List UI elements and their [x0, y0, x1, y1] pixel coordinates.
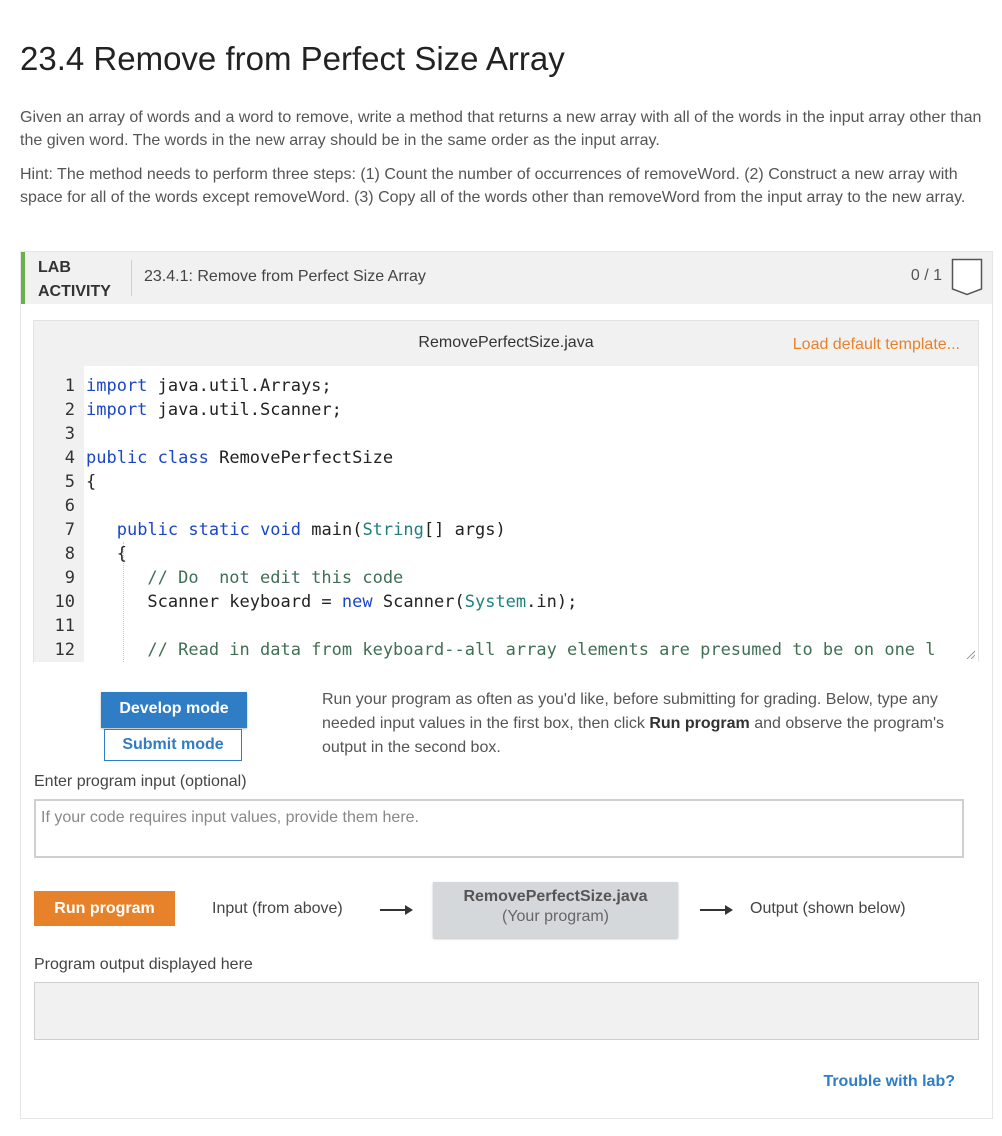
run-instructions: Run your program as often as you'd like, before submitting for grading. Below, type any needed input values in the first box, then click Run program and observe the program's output in the second box. — [322, 691, 945, 756]
program-input-field[interactable] — [34, 799, 964, 858]
lab-activity-name: 23.4.1: Remove from Perfect Size Array — [144, 268, 426, 285]
editor-code-area[interactable] — [34, 366, 978, 662]
line-number: 11 — [54, 616, 75, 636]
line-number: 2 — [64, 400, 75, 420]
program-output-label: Program output displayed here — [34, 956, 253, 973]
code-line[interactable] — [34, 614, 936, 638]
lab-description: Given an array of words and a word to remove, write a method that returns a new array with all of the words in the input array other than the given word. The words in the new array should be in the same order as the input array. — [20, 109, 982, 149]
editor-toolbar — [34, 321, 978, 366]
line-number: 12 — [54, 640, 75, 660]
load-default-template-link[interactable]: Load default template... — [792, 336, 960, 353]
flow-output-label: Output (shown below) — [750, 900, 906, 917]
code-line[interactable]: 8 { — [34, 542, 936, 566]
lab-header — [21, 252, 992, 304]
code-line[interactable]: 9 // Do not edit this code — [34, 566, 936, 590]
code-editor[interactable] — [33, 320, 979, 662]
program-output-box — [34, 982, 979, 1040]
line-number: 6 — [64, 496, 75, 516]
header-divider — [131, 260, 132, 296]
line-number: 10 — [54, 592, 75, 612]
score-text: 0 / 1 — [910, 267, 942, 284]
code-line[interactable] — [34, 494, 936, 518]
line-number: 8 — [64, 544, 75, 564]
code-line[interactable]: 7 public static void main(String[] args) — [34, 518, 936, 542]
code-line[interactable]: 2 import java.util.Scanner; — [34, 398, 936, 422]
program-input-label: Enter program input (optional) — [34, 773, 247, 790]
program-box — [433, 882, 678, 938]
page-title: 23.4 Remove from Perfect Size Array — [20, 40, 565, 77]
submit-mode-button[interactable]: Submit mode — [104, 729, 242, 761]
trouble-with-lab-link[interactable]: Trouble with lab? — [823, 1073, 955, 1090]
editor-filename: RemovePerfectSize.java — [418, 334, 594, 351]
arrow-right-icon — [698, 903, 734, 917]
resize-handle-icon[interactable] — [965, 649, 975, 659]
lab-activity-panel — [20, 251, 993, 1119]
line-number: 9 — [64, 568, 75, 588]
completion-badge-icon — [951, 258, 983, 296]
program-subtitle: (Your program) — [501, 908, 609, 925]
flow-input-label: Input (from above) — [212, 900, 343, 917]
run-program-button[interactable]: Run program — [34, 891, 175, 926]
line-number: 1 — [64, 376, 75, 396]
code-line[interactable]: 12 // Read in data from keyboard--all array elements are presumed to be on one l — [34, 638, 936, 662]
lab-hint: Hint: The method needs to perform three steps: (1) Count the number of occurrences of removeWord. (2) Construct a new array with space for all of the words except removeWord. (3) Copy all of the words other than removeWord from the input array to the new array. — [20, 166, 966, 206]
line-number: 4 — [64, 448, 75, 468]
arrow-right-icon — [378, 903, 414, 917]
line-number: 5 — [64, 472, 75, 492]
line-number: 7 — [64, 520, 75, 540]
code-line[interactable]: 1 import java.util.Arrays; — [34, 374, 936, 398]
code-line[interactable] — [34, 422, 936, 446]
lab-activity-label: LAB ACTIVITY — [38, 259, 111, 300]
line-number: 3 — [64, 424, 75, 444]
code-line[interactable]: 5 { — [34, 470, 936, 494]
code-line[interactable]: 10 Scanner keyboard = new Scanner(System.in); — [34, 590, 936, 614]
code-line[interactable]: 4 public class RemovePerfectSize — [34, 446, 936, 470]
program-filename: RemovePerfectSize.java — [463, 888, 648, 905]
develop-mode-button[interactable]: Develop mode — [101, 692, 247, 728]
